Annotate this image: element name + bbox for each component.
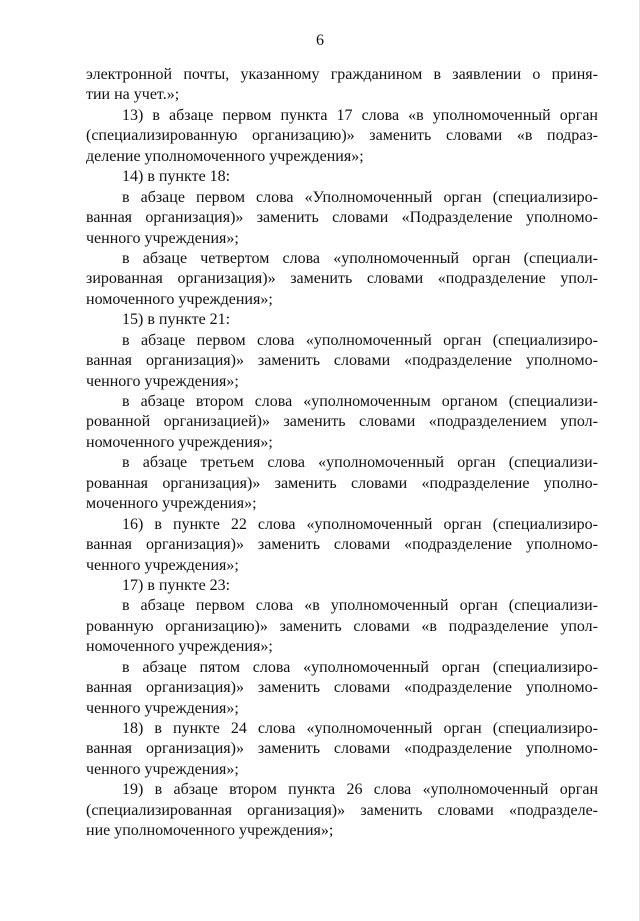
text-line: ванная организация)» заменить словами «подразделение уполномо- bbox=[86, 740, 598, 758]
text-line: ние уполномоченного учреждения»; bbox=[86, 822, 334, 840]
text-line: в абзаце пятом слова «уполномоченный орган (специализиро- bbox=[122, 658, 598, 676]
text-line: номоченного учреждения»; bbox=[86, 290, 273, 308]
text-line: в абзаце третьем слова «уполномоченный орган (специализи- bbox=[122, 454, 598, 472]
text-line: 13) в абзаце первом пункта 17 слова «в уполномоченный орган bbox=[122, 106, 598, 124]
text-line: электронной почты, указанному гражданином в заявлении о приня- bbox=[86, 66, 598, 83]
text-line: рованную организацию)» заменить словами «в подразделение упол- bbox=[86, 617, 598, 635]
text-line: (специализированную организацию)» заменить словами «в подраз- bbox=[86, 127, 598, 145]
text-line: рованная организация)» заменить словами «подразделение уполно- bbox=[86, 474, 598, 492]
text-line: ченного учреждения»; bbox=[86, 699, 239, 717]
text-line: ванная организация)» заменить словами «Подразделение уполномо- bbox=[86, 209, 598, 227]
text-line: рованной организацией)» заменить словами «подразделением упол- bbox=[86, 413, 598, 431]
text-line: 15) в пункте 21: bbox=[122, 311, 231, 329]
text-line: моченного учреждения»; bbox=[86, 495, 257, 513]
text-line: ченного учреждения»; bbox=[86, 229, 239, 247]
text-line: ванная организация)» заменить словами «подразделение уполномо- bbox=[86, 679, 598, 697]
text-line: ченного учреждения»; bbox=[86, 372, 239, 390]
text-line: в абзаце четвертом слова «уполномоченный орган (специали- bbox=[122, 249, 598, 267]
text-line: 18) в пункте 24 слова «уполномоченный орган (специализиро- bbox=[122, 720, 598, 737]
text-line: ченного учреждения»; bbox=[86, 760, 239, 778]
document-body bbox=[86, 65, 598, 842]
text-line: номоченного учреждения»; bbox=[86, 433, 273, 451]
text-line: 16) в пункте 22 слова «уполномоченный орган (специализиро- bbox=[122, 515, 598, 533]
text-line: деление уполномоченного учреждения»; bbox=[86, 147, 364, 165]
text-line: 14) в пункте 18: bbox=[122, 168, 231, 186]
text-line: в абзаце первом слова «Уполномоченный орган (специализиро- bbox=[122, 188, 598, 206]
text-line: в абзаце первом слова «уполномоченный орган (специализиро- bbox=[122, 331, 598, 349]
text-line: зированная организация)» заменить словами «подразделение упол- bbox=[86, 270, 598, 288]
text-line: (специализированная организация)» заменить словами «подразделе- bbox=[86, 801, 598, 819]
text-line: номоченного учреждения»; bbox=[86, 638, 273, 656]
page-number: 6 bbox=[316, 32, 324, 49]
text-line: в абзаце первом слова «в уполномоченный орган (специализи- bbox=[122, 597, 598, 615]
text-line: ванная организация)» заменить словами «подразделение уполномо- bbox=[86, 352, 598, 370]
text-line: в абзаце втором слова «уполномоченным органом (специализи- bbox=[122, 393, 598, 410]
text-line: 19) в абзаце втором пункта 26 слова «уполномоченный орган bbox=[122, 781, 598, 799]
text-line: 17) в пункте 23: bbox=[122, 576, 231, 594]
text-line: ченного учреждения»; bbox=[86, 556, 239, 574]
text-line: ванная организация)» заменить словами «подразделение уполномо- bbox=[86, 536, 598, 554]
text-line: тии на учет.»; bbox=[86, 86, 180, 104]
